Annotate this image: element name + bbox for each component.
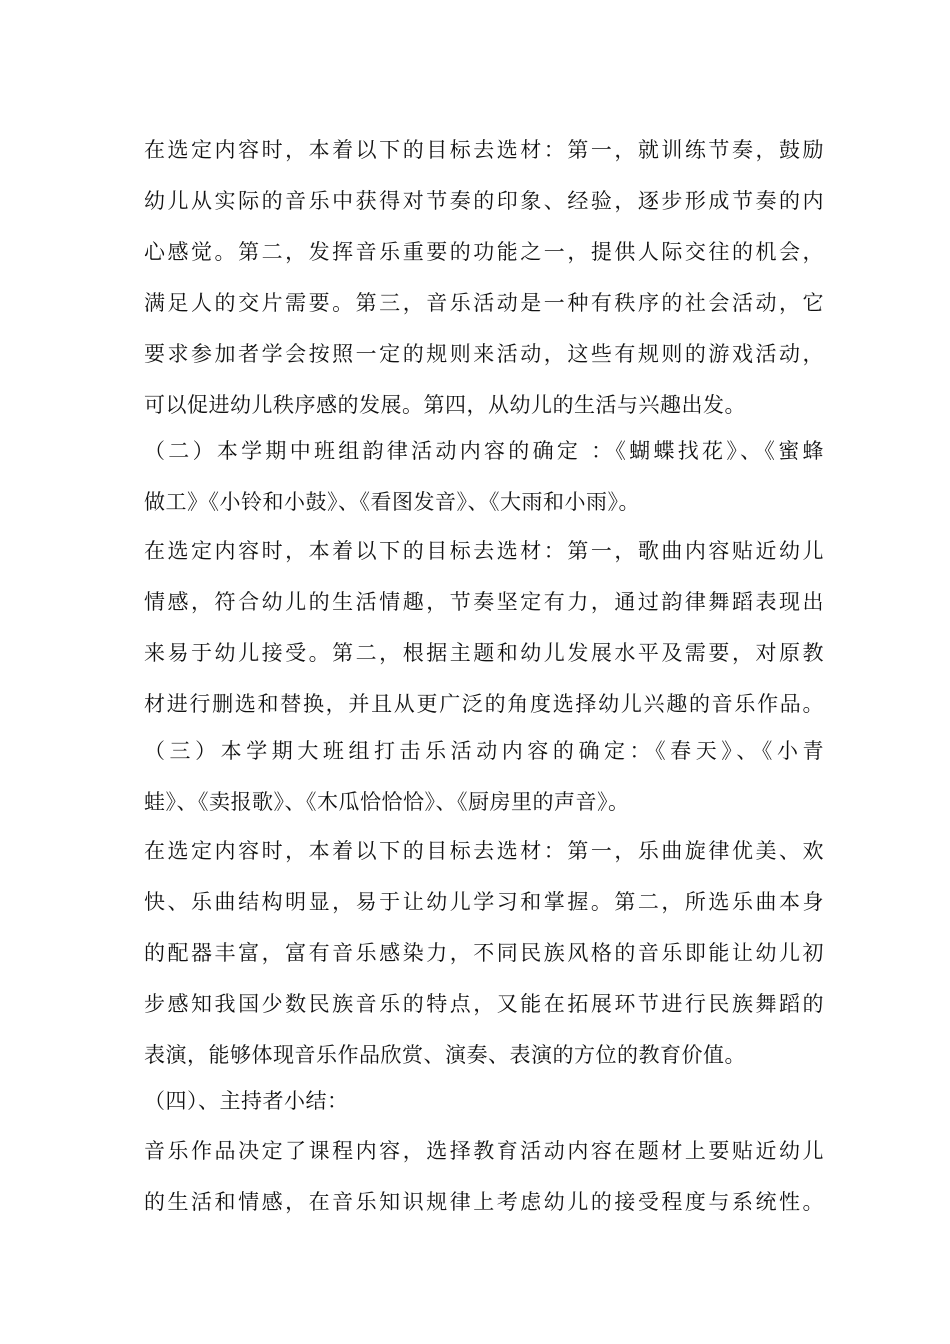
- text-line: 音乐作品决定了课程内容，选择教育活动内容在题材上要贴近幼儿: [144, 1139, 824, 1163]
- text-line: 在选定内容时，本着以下的目标去选材：第一，就训练节奏，鼓励: [144, 138, 824, 162]
- section-heading: （四）、主持者小结：: [144, 1089, 349, 1113]
- section-heading: （二）本学期中班组韵律活动内容的确定 ：《蝴蝶找花》、《蜜蜂: [144, 439, 824, 463]
- text-line: 情感，符合幼儿的生活情趣，节奏坚定有力，通过韵律舞蹈表现出: [144, 590, 824, 614]
- text-line: 蛙》、《卖报歌》、《木瓜恰恰恰》、《厨房里的声音》。: [144, 790, 630, 814]
- text-line: 表演，能够体现音乐作品欣赏、演奏、表演的方位的教育价值。: [144, 1043, 746, 1067]
- text-line: 的生活和情感，在音乐知识规律上考虑幼儿的接受程度与系统性。: [144, 1190, 824, 1214]
- text-line: 可以促进幼儿秩序感的发展。第四，从幼儿的生活与兴趣出发。: [144, 393, 746, 417]
- text-line: 步感知我国少数民族音乐的特点，又能在拓展环节进行民族舞蹈的: [144, 992, 824, 1016]
- text-line: 要求参加者学会按照一定的规则来活动，这些有规则的游戏活动，: [144, 342, 824, 366]
- text-line: 在选定内容时，本着以下的目标去选材：第一，乐曲旋律优美、欢: [144, 839, 824, 863]
- text-line: 来易于幼儿接受。第二，根据主题和幼儿发展水平及需要，对原教: [144, 641, 824, 665]
- text-line: 的配器丰富，富有音乐感染力，不同民族风格的音乐即能让幼儿初: [144, 941, 824, 965]
- text-line: 材进行删选和替换，并且从更广泛的角度选择幼儿兴趣的音乐作品。: [144, 692, 824, 716]
- text-line: 心感觉。第二，发挥音乐重要的功能之一，提供人际交往的机会，: [144, 240, 824, 264]
- text-line: 做工》《小铃和小鼓》、《看图发音》、《大雨和小雨》。: [144, 490, 640, 514]
- text-line: 在选定内容时，本着以下的目标去选材：第一，歌曲内容贴近幼儿: [144, 539, 824, 563]
- text-line: 幼儿从实际的音乐中获得对节奏的印象、经验，逐步形成节奏的内: [144, 189, 824, 213]
- text-line: 快、乐曲结构明显，易于让幼儿学习和掌握。第二，所选乐曲本身: [144, 890, 824, 914]
- section-heading: （三）本学期大班组打击乐活动内容的确定：《春天》、《小青: [144, 739, 824, 763]
- text-line: 满足人的交片需要。第三，音乐活动是一种有秩序的社会活动，它: [144, 291, 824, 315]
